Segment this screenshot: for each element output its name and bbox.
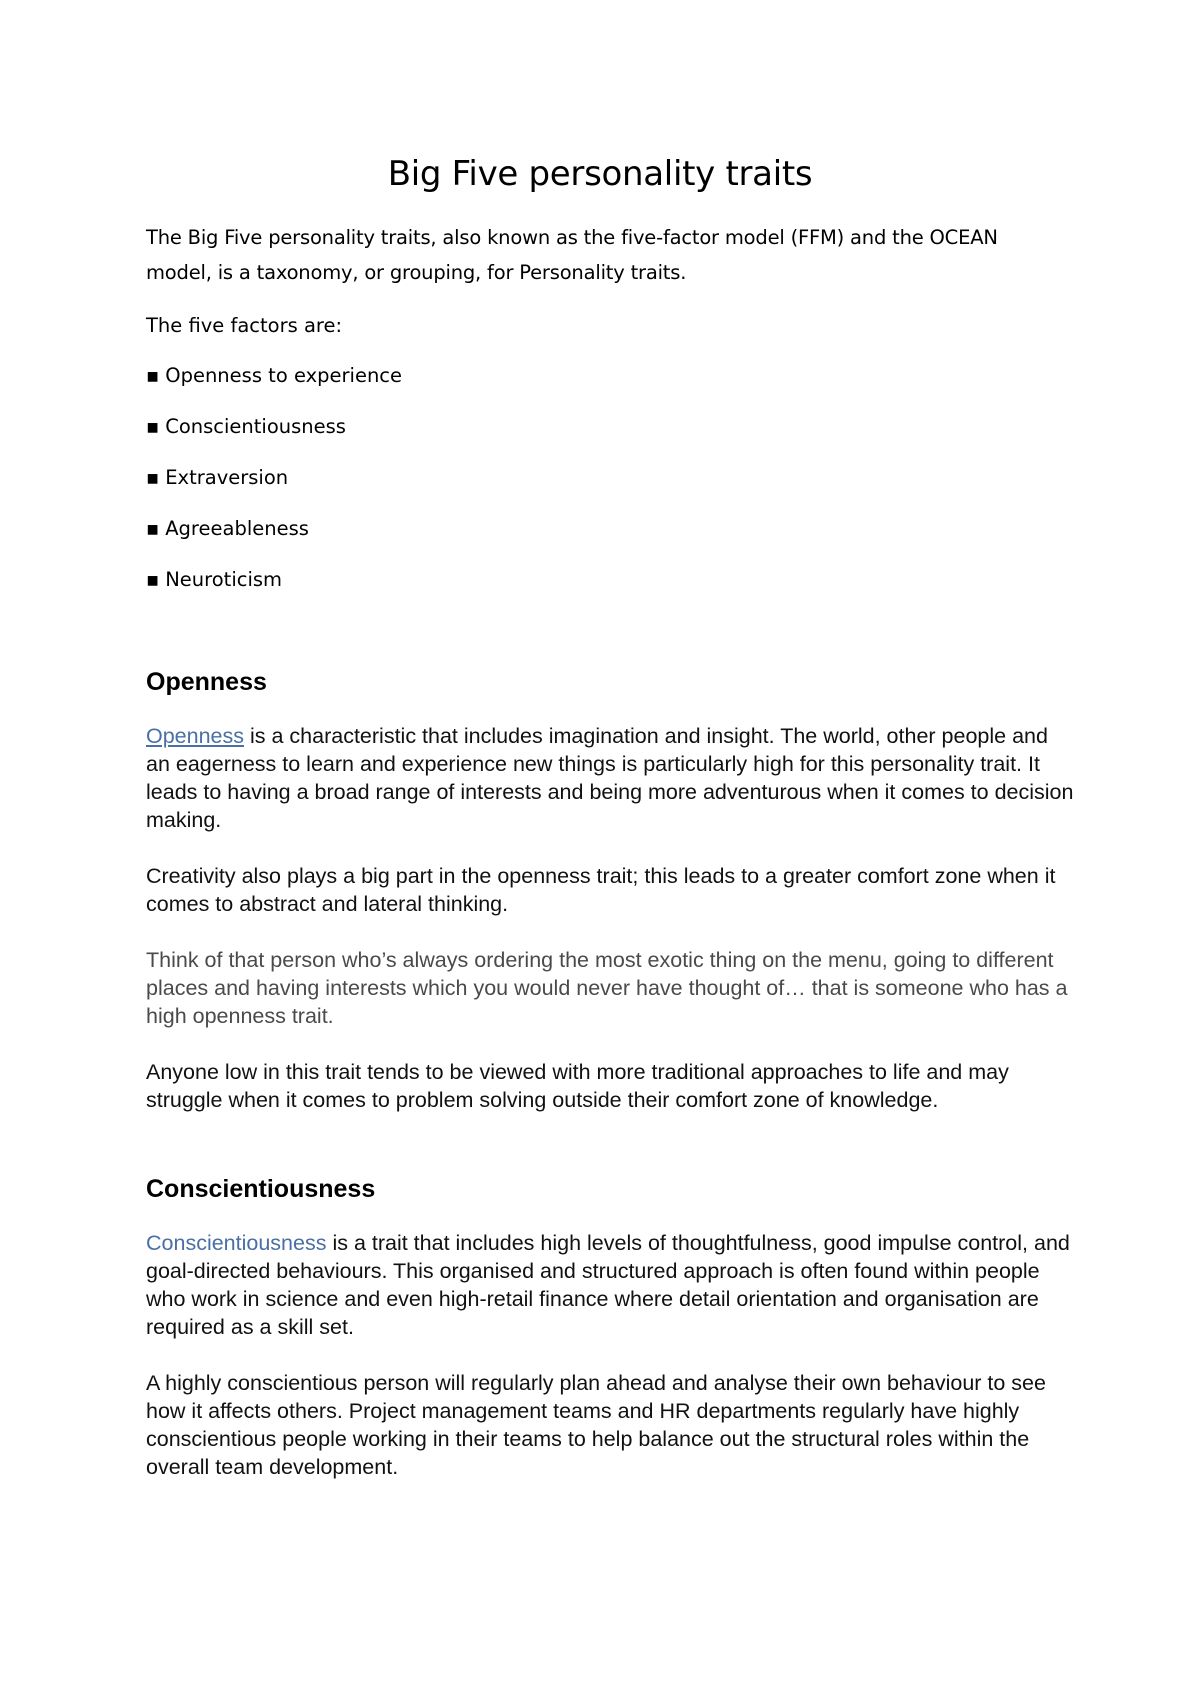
list-item [146,409,402,460]
intro-paragraph: The Big Five personality traits, also known as the five-factor model (FFM) and the OCEAN model, is a taxonomy, or grouping, for Personality traits. [146,226,998,284]
factors-lead-text: The five factors are: [146,314,343,337]
openness-link[interactable]: Openness [146,724,245,748]
conscientiousness-paragraph-1 [146,1229,1076,1341]
list-item [146,562,402,613]
openness-paragraph-2: Creativity also plays a big part in the openness trait; this leads to a greater comfort zone when it comes to abstract and lateral thinking. [146,864,1056,916]
list-item [146,358,402,409]
factor-label: Extraversion [165,466,289,489]
bullet-icon: ▪ [146,568,160,591]
factor-label: Conscientiousness [165,415,346,438]
openness-paragraph-3: Think of that person who’s always ordering the most exotic thing on the menu, going to different places and having interests which you would never have thought of… that is someone who has a high openness trait. [146,948,1068,1028]
list-item [146,511,402,562]
bullet-icon: ▪ [146,415,160,438]
openness-paragraph-4: Anyone low in this trait tends to be viewed with more traditional approaches to life and may struggle when it comes to problem solving outside their comfort zone of knowledge. [146,1060,1009,1112]
bullet-icon: ▪ [146,517,160,540]
conscientiousness-link[interactable]: Conscientiousness [146,1231,327,1255]
openness-paragraph-1 [146,722,1076,834]
bullet-icon: ▪ [146,364,160,387]
document-title: Big Five personality traits [387,154,813,194]
openness-heading: Openness [146,668,267,696]
factor-list [146,358,402,613]
openness-paragraph-1-text: is a characteristic that includes imagination and insight. The world, other people and an eagerness to learn and experience new things is particularly high for this personality trait. It leads to having a broad range of interests and being more adventurous when it comes to decision making. [146,724,1074,832]
factor-label: Openness to experience [165,364,403,387]
factor-label: Agreeableness [165,517,309,540]
bullet-icon: ▪ [146,466,160,489]
conscientiousness-heading: Conscientiousness [146,1175,376,1203]
list-item [146,460,402,511]
conscientiousness-paragraph-1-text: is a trait that includes high levels of thoughtfulness, good impulse control, and goal-directed behaviours. This organised and structured approach is often found within people who work in science and even high-retail finance where detail orientation and organisation are required as a skill set. [146,1231,1070,1339]
factor-label: Neuroticism [165,568,283,591]
conscientiousness-paragraph-2: A highly conscientious person will regularly plan ahead and analyse their own behaviour to see how it affects others. Project management teams and HR departments regularly have highly conscientious people working in their teams to help balance out the structural roles within the overall team development. [146,1371,1046,1479]
